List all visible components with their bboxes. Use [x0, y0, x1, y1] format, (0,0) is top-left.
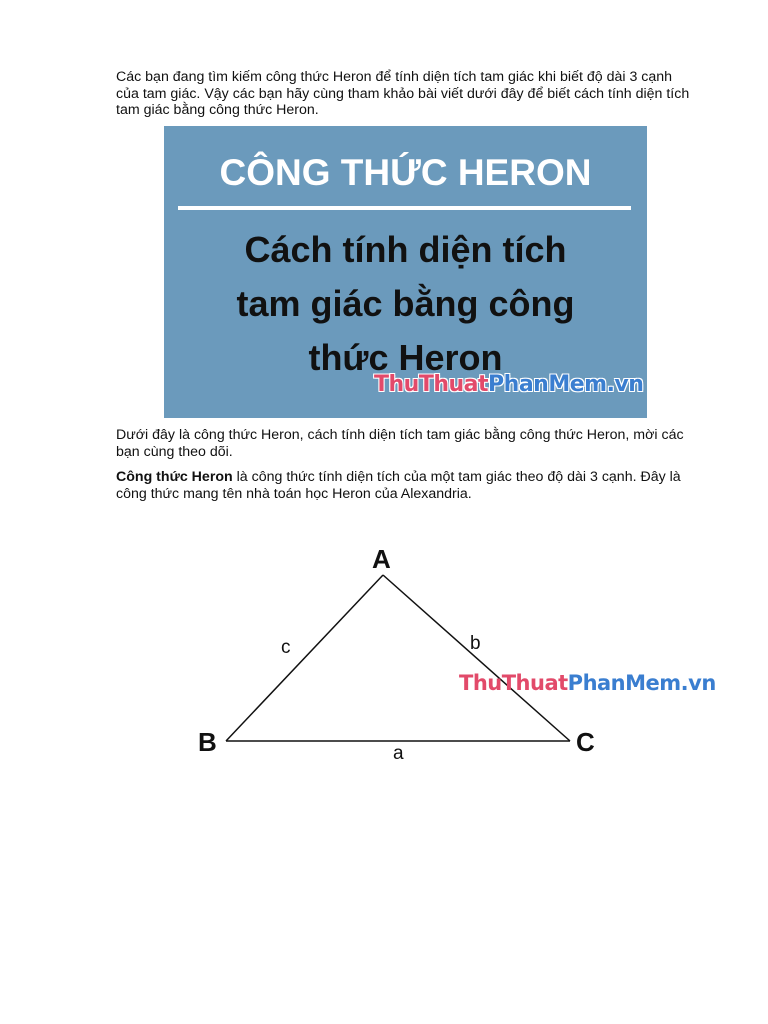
- banner-subtitle-line1: Cách tính diện tích: [244, 229, 567, 270]
- side-c-line: [226, 575, 383, 741]
- vertex-b-label: B: [198, 727, 217, 757]
- side-c-label: c: [281, 637, 291, 658]
- figure-watermark-logo: ThuThuatPhanMem.vn: [459, 671, 716, 695]
- side-b-line: [383, 575, 570, 741]
- banner-title: CÔNG THỨC HERON: [219, 152, 592, 193]
- banner-subtitle-line3: thức Heron: [308, 337, 503, 378]
- side-a-label: a: [393, 743, 404, 764]
- intro-paragraph: Các bạn đang tìm kiếm công thức Heron để tính diện tích tam giác khi biết độ dài 3 cạnh của tam giác. Vậy các bạn hãy cùng tham khảo bài viết dưới đây để biết cách tính diện tích tam giác bằng công thức Heron.: [116, 69, 690, 118]
- definition-text: là công thức tính diện tích của một tam giác theo độ dài 3 cạnh. Đây là công thức mang tên nhà toán học Heron của Alexandria.: [116, 469, 681, 502]
- vertex-c-label: C: [576, 727, 595, 757]
- side-b-label: b: [470, 633, 481, 654]
- banner-subtitle-line2: tam giác bằng công: [236, 283, 575, 324]
- vertex-a-label: A: [372, 544, 391, 574]
- banner-watermark-logo: ThuThuatPhanMem.vn: [374, 372, 644, 397]
- below-banner-paragraph: Dưới đây là công thức Heron, cách tính diện tích tam giác bằng công thức Heron, mời các bạn cùng theo dõi.: [116, 427, 684, 460]
- definition-term: Công thức Heron: [116, 469, 233, 485]
